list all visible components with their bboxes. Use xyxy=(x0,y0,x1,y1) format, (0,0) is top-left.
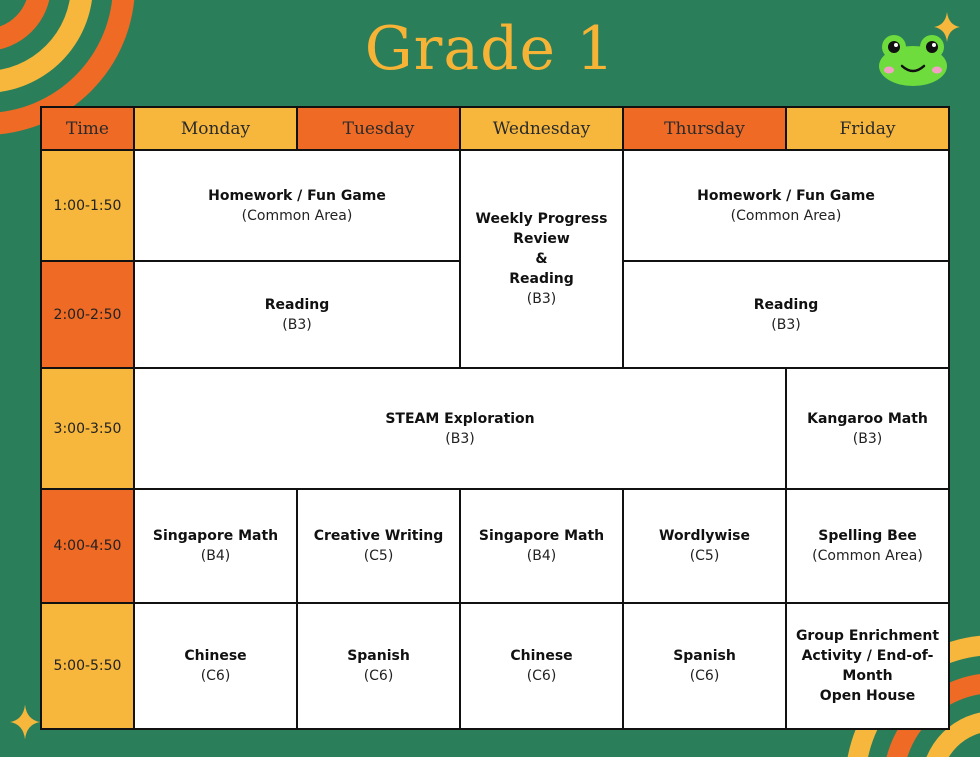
room-location: (C6) xyxy=(363,668,394,684)
room-location: (C6) xyxy=(526,668,557,684)
time-slot: 1:00-1:50 xyxy=(41,150,134,261)
subject-name: Creative Writing xyxy=(313,528,444,544)
table-row xyxy=(41,150,949,261)
subject-name: Homework / Fun Game xyxy=(208,187,386,204)
subject-name: Chinese xyxy=(510,648,573,664)
room-location: (B3) xyxy=(852,430,883,447)
table-row xyxy=(41,368,949,489)
subject-name: Wordlywise xyxy=(659,528,750,544)
schedule-cell xyxy=(460,489,623,603)
time-slot: 2:00-2:50 xyxy=(41,261,134,368)
time-slot: 4:00-4:50 xyxy=(41,489,134,603)
subject-name: Spanish xyxy=(347,648,410,664)
page-title: Grade 1 xyxy=(364,14,616,84)
schedule-cell xyxy=(623,489,786,603)
table-row xyxy=(41,603,949,729)
subject-name: Chinese xyxy=(184,648,247,664)
schedule-cell xyxy=(134,261,460,368)
schedule-cell xyxy=(460,603,623,729)
subject-name: Group Enrichment Activity / End-of-Month Open House xyxy=(795,628,940,704)
subject-name: STEAM Exploration xyxy=(385,410,535,427)
subject-name: Reading xyxy=(753,296,819,313)
day-header-friday: Friday xyxy=(786,107,949,150)
schedule-cell xyxy=(134,603,297,729)
schedule-cell xyxy=(623,261,949,368)
room-location: (Common Area) xyxy=(241,207,353,224)
room-location: (B3) xyxy=(526,291,557,307)
room-location: (C6) xyxy=(689,668,720,684)
subject-name: Singapore Math xyxy=(152,528,279,544)
room-location: (C5) xyxy=(689,548,720,564)
day-header-tuesday: Tuesday xyxy=(297,107,460,150)
schedule-cell xyxy=(134,489,297,603)
subject-name: Spelling Bee xyxy=(818,528,917,544)
room-location: (B3) xyxy=(445,430,475,447)
schedule-cell xyxy=(786,368,949,489)
table-row xyxy=(41,489,949,603)
subject-name: Singapore Math xyxy=(478,528,605,544)
subject-name: Reading xyxy=(264,296,330,313)
time-slot: 3:00-3:50 xyxy=(41,368,134,489)
schedule-cell xyxy=(623,603,786,729)
subject-name: Kangaroo Math xyxy=(807,410,928,427)
sparkle-icon xyxy=(10,704,40,740)
room-location: (B4) xyxy=(200,548,231,564)
day-header-thursday: Thursday xyxy=(623,107,786,150)
subject-name: Homework / Fun Game xyxy=(697,187,875,204)
schedule-cell xyxy=(297,603,460,729)
time-slot: 5:00-5:50 xyxy=(41,603,134,729)
room-location: (B3) xyxy=(771,316,801,333)
time-header: Time xyxy=(41,107,134,150)
room-location: (B4) xyxy=(526,548,557,564)
header-row xyxy=(41,107,949,150)
schedule-cell xyxy=(134,368,786,489)
room-location: (C6) xyxy=(200,668,231,684)
room-location: (C5) xyxy=(363,548,394,564)
schedule-table xyxy=(40,106,950,730)
schedule-cell xyxy=(786,489,949,603)
schedule-cell xyxy=(297,489,460,603)
schedule-cell xyxy=(460,150,623,368)
room-location: (Common Area) xyxy=(812,548,923,564)
schedule-cell xyxy=(623,150,949,261)
subject-name: Spanish xyxy=(673,648,736,664)
room-location: (Common Area) xyxy=(730,207,842,224)
schedule-cell xyxy=(786,603,949,729)
day-header-monday: Monday xyxy=(134,107,297,150)
subject-name: Weekly Progress Review & Reading xyxy=(475,211,608,287)
room-location: (B3) xyxy=(282,316,312,333)
day-header-wednesday: Wednesday xyxy=(460,107,623,150)
schedule-cell xyxy=(134,150,460,261)
